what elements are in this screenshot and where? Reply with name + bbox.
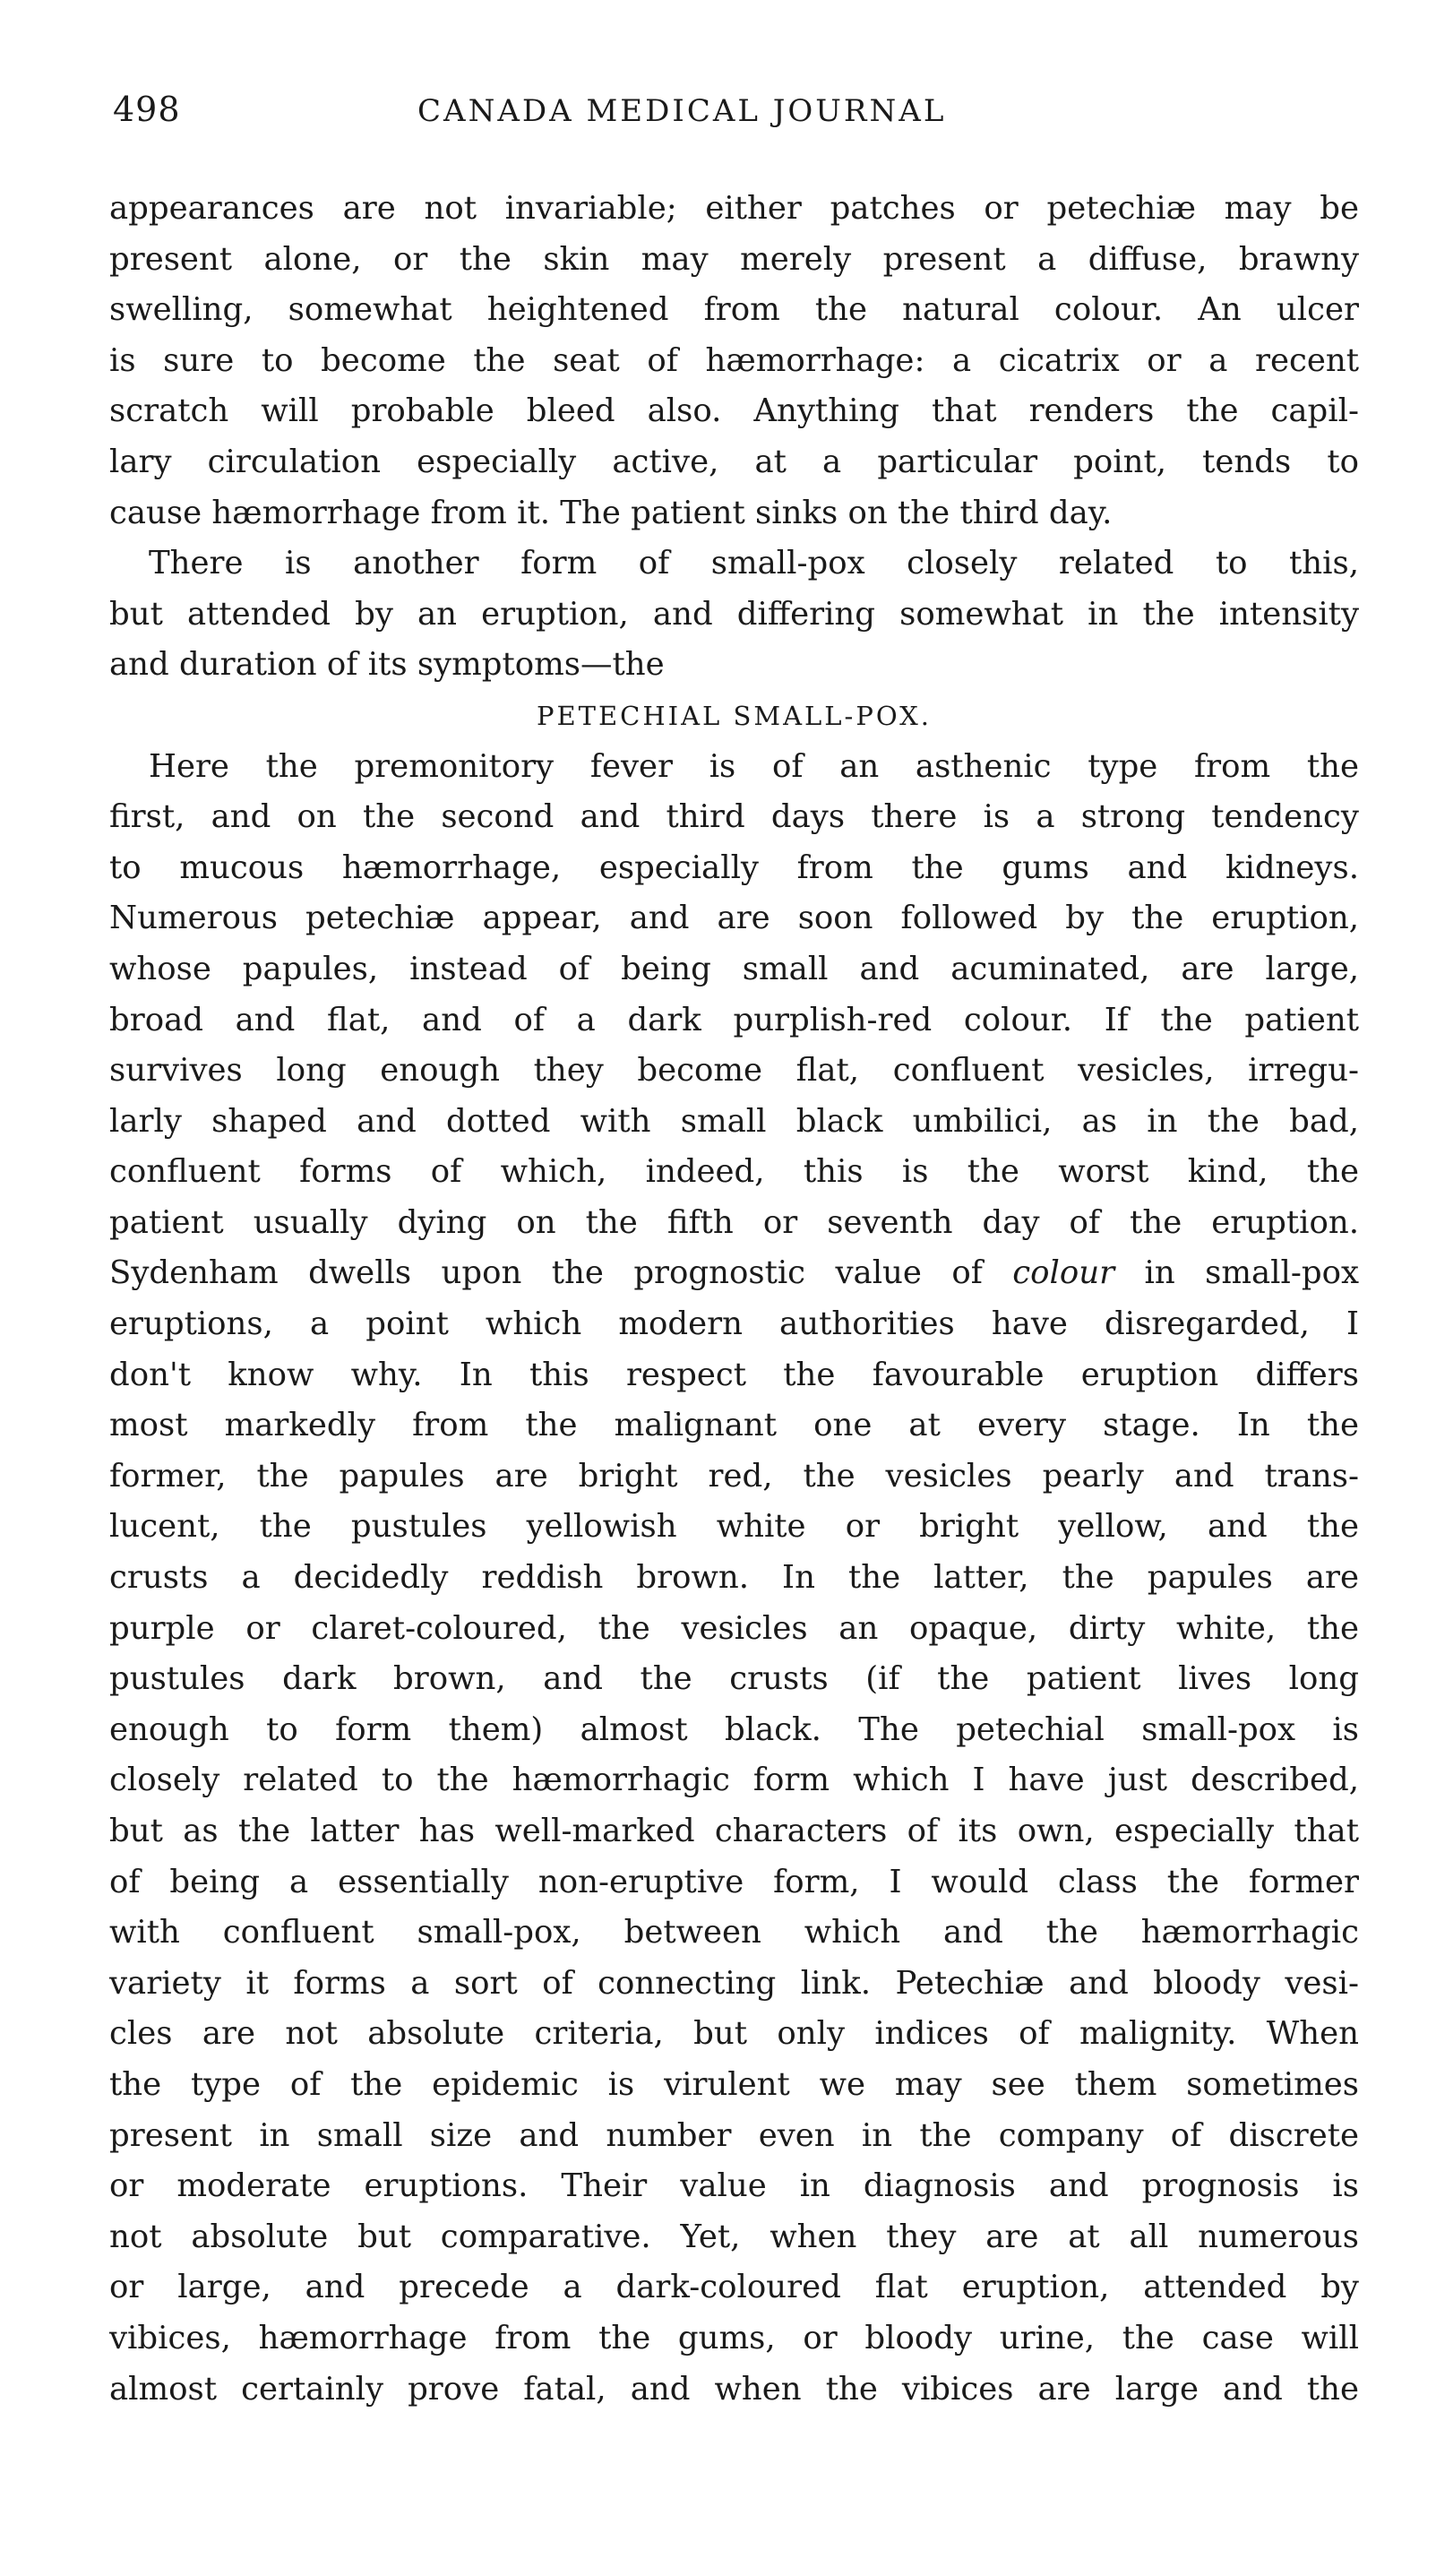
text-line: the type of the epidemic is virulent we may see them sometimes (109, 2065, 1359, 2103)
text-line: Numerous petechiæ appear, and are soon followed by the eruption, (109, 900, 1359, 937)
paragraph-3 (109, 742, 1359, 2416)
text-line: survives long enough they become flat, confluent vesicles, irregu- (109, 1052, 1359, 1090)
text-line: present alone, or the skin may merely present a diffuse, brawny (109, 240, 1359, 278)
text-line: cles are not absolute criteria, but only indices of malignity. When (109, 2015, 1359, 2053)
text-line: variety it forms a sort of connecting link. Petechiæ and bloody vesi- (109, 1964, 1359, 2002)
text-fragment: Sydenham dwells upon the prognostic value of (109, 1254, 1013, 1292)
text-line: or moderate eruptions. Their value in diagnosis and prognosis is (109, 2167, 1359, 2205)
text-line: and duration of its symptoms—the (109, 646, 665, 684)
section-heading: PETECHIAL SMALL-POX. (536, 700, 932, 731)
text-line: almost certainly prove fatal, and when the vibices are large and the (109, 2370, 1359, 2408)
text-line: closely related to the hæmorrhagic form which I have just described, (109, 1762, 1359, 1799)
text-fragment: in small-pox (1114, 1254, 1359, 1292)
text-line: with confluent small-pox, between which and the hæmorrhagic (109, 1914, 1359, 1951)
paragraph-1 (109, 184, 1359, 538)
emphasized-word: colour (1012, 1254, 1115, 1292)
text-line: lary circulation especially active, at a particular point, tends to (109, 443, 1359, 480)
journal-title: CANADA MEDICAL JOURNAL (417, 93, 947, 129)
text-line: cause hæmorrhage from it. The patient sinks on the third day. (109, 494, 1113, 531)
text-line: present in small size and number even in the company of discrete (109, 2116, 1359, 2154)
running-head (113, 88, 1045, 142)
text-line: whose papules, instead of being small and acuminated, are large, (109, 950, 1359, 987)
text-line: vibices, hæmorrhage from the gums, or bloody urine, the case will (109, 2319, 1359, 2356)
text-line: confluent forms of which, indeed, this is the worst kind, the (109, 1153, 1359, 1191)
text-line: first, and on the second and third days there is a strong tendency (109, 798, 1359, 836)
text-line: former, the papules are bright red, the vesicles pearly and trans- (109, 1457, 1359, 1495)
text-line (109, 1248, 1359, 1299)
page-number: 498 (113, 90, 181, 129)
text-line: but as the latter has well-marked characters of its own, especially that (109, 1813, 1359, 1849)
text-line: enough to form them) almost black. The petechial small-pox is (109, 1710, 1359, 1748)
text-line: but attended by an eruption, and differing somewhat in the intensity (109, 595, 1359, 633)
text-line: or large, and precede a dark-coloured flat eruption, attended by (109, 2269, 1359, 2306)
text-line: There is another form of small-pox closely related to this, (149, 545, 1359, 582)
paragraph-2 (109, 538, 1359, 691)
text-line: most markedly from the malignant one at every stage. In the (109, 1407, 1359, 1444)
text-line: broad and flat, and of a dark purplish-red colour. If the patient (109, 1001, 1359, 1038)
text-line: pustules dark brown, and the crusts (if the patient lives long (109, 1660, 1359, 1698)
text-line: of being a essentially non-eruptive form, I would class the former (109, 1863, 1359, 1900)
text-line: swelling, somewhat heightened from the natural colour. An ulcer (109, 291, 1359, 329)
text-line: scratch will probable bleed also. Anything that renders the capil- (109, 392, 1359, 430)
text-line: purple or claret-coloured, the vesicles an opaque, dirty white, the (109, 1609, 1359, 1647)
text-line: is sure to become the seat of hæmorrhage: a cicatrix or a recent (109, 341, 1359, 379)
text-line: not absolute but comparative. Yet, when they are at all numerous (109, 2218, 1359, 2255)
text-line: crusts a decidedly reddish brown. In the latter, the papules are (109, 1559, 1359, 1597)
text-line: lucent, the pustules yellowish white or bright yellow, and the (109, 1508, 1359, 1546)
body-text (109, 184, 1359, 2415)
text-line: Here the premonitory fever is of an asthenic type from the (149, 747, 1359, 785)
text-line: larly shaped and dotted with small black umbilici, as in the bad, (109, 1102, 1359, 1140)
text-line: eruptions, a point which modern authorities have disregarded, I (109, 1305, 1359, 1343)
text-line: don't know why. In this respect the favourable eruption differs (109, 1356, 1359, 1393)
text-line: patient usually dying on the fifth or seventh day of the eruption. (109, 1203, 1359, 1241)
text-line: to mucous hæmorrhage, especially from the gums and kidneys. (109, 849, 1359, 886)
text-line: appearances are not invariable; either patches or petechiæ may be (109, 190, 1359, 227)
